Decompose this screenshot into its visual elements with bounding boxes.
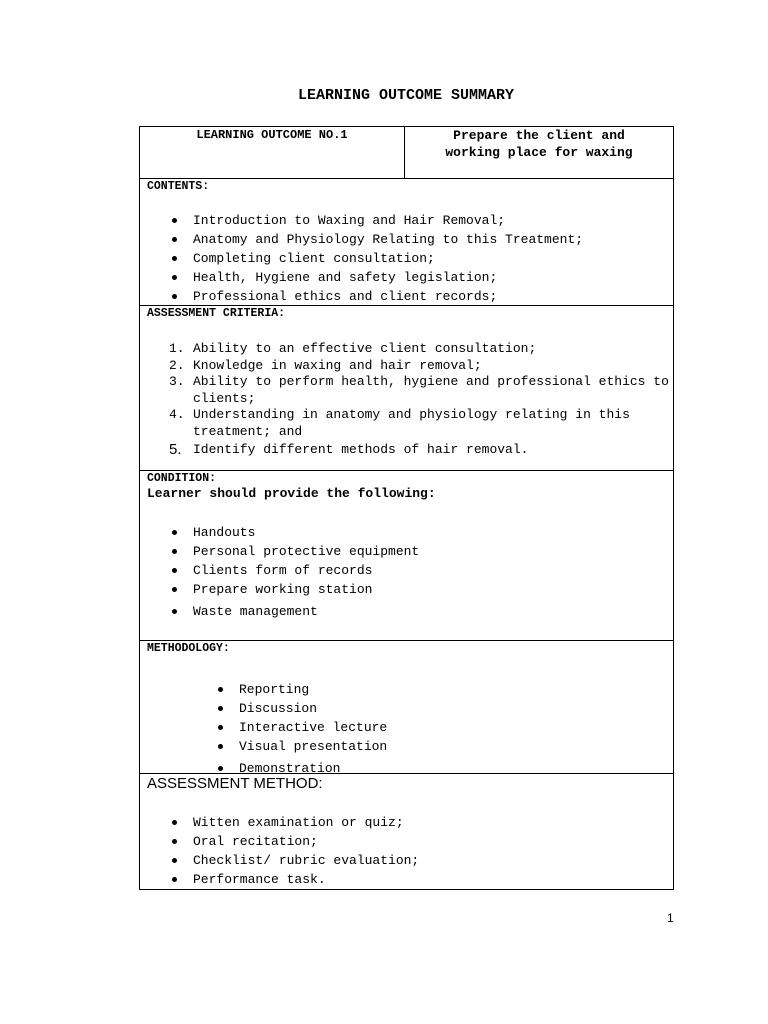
- page-title: LEARNING OUTCOME SUMMARY: [297, 87, 515, 104]
- list-item: Visual presentation: [140, 737, 673, 756]
- list-item: Demonstration: [140, 759, 673, 778]
- item-text: Ability to perform health, hygiene and professional ethics to clients;: [193, 374, 669, 406]
- list-item: Reporting: [140, 680, 673, 699]
- list-item: Prepare working station: [140, 580, 673, 599]
- condition-section: [140, 470, 673, 640]
- outcome-header-row: [140, 127, 673, 178]
- assessment-method-list: [140, 813, 673, 889]
- methodology-section: [140, 640, 673, 776]
- item-text: Understanding in anatomy and physiology relating in this treatment; and: [193, 407, 630, 439]
- item-number: 2.: [169, 357, 185, 373]
- list-item: Checklist/ rubric evaluation;: [140, 851, 673, 870]
- condition-heading: CONDITION:: [147, 472, 217, 485]
- list-item: Performance task.: [140, 870, 673, 889]
- contents-section: [140, 178, 673, 305]
- list-item: [140, 407, 673, 440]
- list-item: Completing client consultation;: [140, 249, 673, 268]
- list-item: [140, 358, 673, 375]
- item-number: 3.: [169, 374, 185, 389]
- outcome-number: LEARNING OUTCOME NO.1: [140, 127, 405, 178]
- assessment-criteria-heading: ASSESSMENT CRITERIA:: [147, 307, 286, 320]
- contents-list: [140, 211, 673, 306]
- methodology-heading: METHODOLOGY:: [147, 642, 230, 655]
- list-item: Waste management: [140, 602, 673, 621]
- list-item: Personal protective equipment: [140, 542, 673, 561]
- item-number: 4.: [169, 407, 185, 422]
- item-text: Identify different methods of hair removal.: [193, 442, 529, 457]
- list-item: Interactive lecture: [140, 718, 673, 737]
- condition-subheading: Learner should provide the following:: [147, 486, 436, 501]
- assessment-method-section: [140, 773, 673, 889]
- assessment-criteria-section: [140, 305, 673, 470]
- assessment-method-heading: ASSESSMENT METHOD:: [147, 775, 323, 792]
- item-text: Ability to an effective client consultation;: [193, 341, 537, 356]
- item-number: 1.: [169, 341, 185, 356]
- list-item: Clients form of records: [140, 561, 673, 580]
- page-number: 1: [667, 911, 674, 925]
- list-item: Witten examination or quiz;: [140, 813, 673, 832]
- assessment-criteria-list: [140, 341, 673, 459]
- condition-list: [140, 523, 673, 621]
- item-text: Knowledge in waxing and hair removal;: [193, 357, 482, 373]
- item-number: 5.: [169, 441, 182, 458]
- learning-outcome-table: [139, 126, 674, 890]
- outcome-title: Prepare the client and working place for waxing: [445, 128, 633, 160]
- list-item: Professional ethics and client records;: [140, 287, 673, 306]
- list-item: Oral recitation;: [140, 832, 673, 851]
- list-item: Introduction to Waxing and Hair Removal;: [140, 211, 673, 230]
- list-item: Health, Hygiene and safety legislation;: [140, 268, 673, 287]
- list-item: [140, 374, 673, 407]
- contents-heading: CONTENTS:: [147, 180, 210, 193]
- list-item: [140, 442, 673, 459]
- list-item: [140, 341, 673, 358]
- list-item: Discussion: [140, 699, 673, 718]
- list-item: Anatomy and Physiology Relating to this Treatment;: [140, 230, 673, 249]
- methodology-list: [140, 680, 673, 778]
- list-item: Handouts: [140, 523, 673, 542]
